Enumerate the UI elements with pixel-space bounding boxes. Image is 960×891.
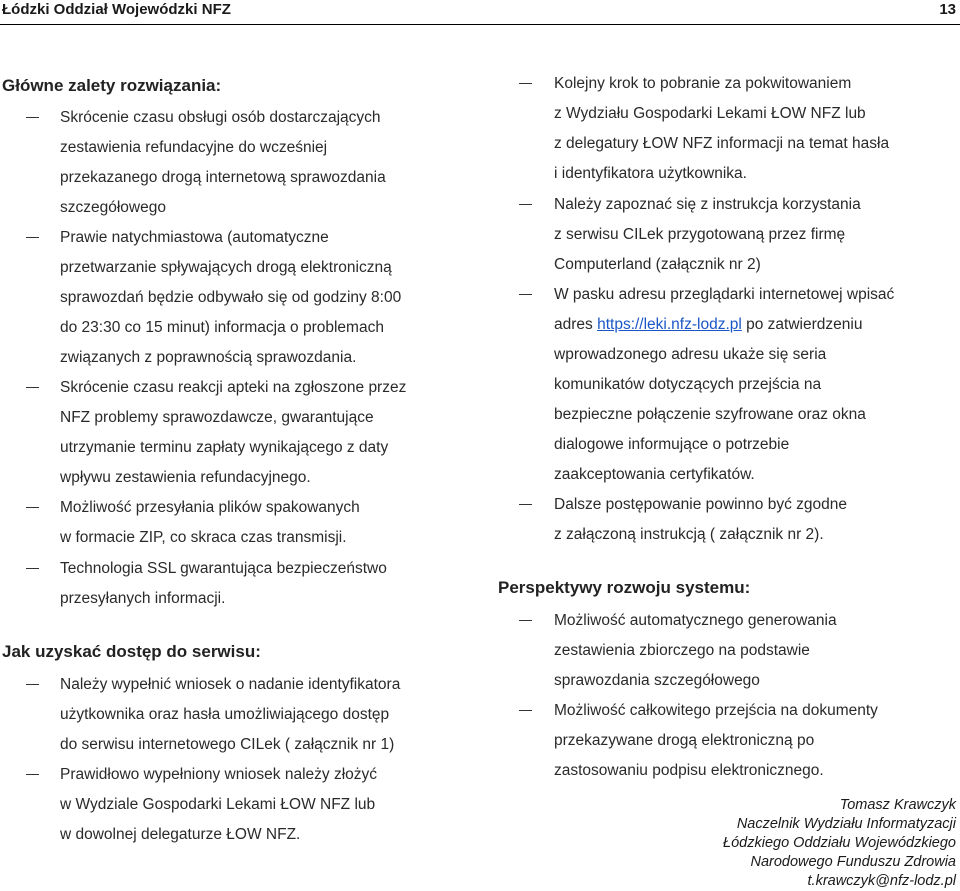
signature-org-2: Narodowego Funduszu Zdrowia <box>750 854 956 870</box>
dash-bullet <box>519 710 532 711</box>
dash-bullet <box>26 507 39 508</box>
advantage-item-3: Skrócenie czasu reakcji apteki na zgłoszone przez NFZ problemy sprawozdawcze, gwarantujące utrzymanie terminu zapłaty wynikającego z daty wpływu zestawienia refundacyjnego. <box>60 373 406 493</box>
perspective-item-2: Możliwość całkowitego przejścia na dokumenty przekazywane drogą elektroniczną po zastosowaniu podpisu elektronicznego. <box>554 696 878 786</box>
step-item-4: Dalsze postępowanie powinno być zgodne z załączoną instrukcją ( załącznik nr 2). <box>554 490 847 550</box>
dash-bullet <box>519 620 532 621</box>
step-item-2: Należy zapoznać się z instrukcja korzystania z serwisu CILek przygotowaną przez firmę Computerland (załącznik nr 2) <box>554 190 861 280</box>
header-title: Łódzki Oddział Wojewódzki NFZ <box>2 1 231 18</box>
advantage-item-2: Prawie natychmiastowa (automatyczne przetwarzanie spływających drogą elektroniczną sprawozdań będzie odbywało się od godziny 8:00 do 23:30 co 15 minut) informacja o problemach związanych z poprawnością sprawozdania. <box>60 223 401 373</box>
advantage-item-4: Możliwość przesyłania plików spakowanych w formacie ZIP, co skraca czas transmisji. <box>60 493 360 553</box>
dash-bullet <box>26 237 39 238</box>
advantage-item-1: Skrócenie czasu obsługi osób dostarczających zestawienia refundacyjne do wcześniej przekazanego drogą internetową sprawozdania szczegółowego <box>60 103 386 223</box>
dash-bullet <box>26 774 39 775</box>
perspective-item-1: Możliwość automatycznego generowania zestawienia zbiorczego na podstawie sprawozdania szczegółowego <box>554 606 837 696</box>
access-heading: Jak uzyskać dostęp do serwisu: <box>2 642 261 661</box>
signature-position: Naczelnik Wydziału Informatyzacji <box>736 816 956 832</box>
access-item-1: Należy wypełnić wniosek o nadanie identyfikatora użytkownika oraz hasła umożliwiającego dostęp do serwisu internetowego CILek ( załącznik nr 1) <box>60 670 400 760</box>
dash-bullet <box>26 387 39 388</box>
dash-bullet <box>519 504 532 505</box>
signature-email[interactable]: t.krawczyk@nfz-lodz.pl <box>807 873 956 889</box>
dash-bullet <box>519 294 532 295</box>
step-item-3: W pasku adresu przeglądarki internetowej wpisać adres https://leki.nfz-lodz.pl po zatwierdzeniu wprowadzonego adresu ukaże się seria komunikatów dotyczących przejścia na bezpieczne połączenie szyfrowane oraz okna dialogowe informujące o potrzebie zaakceptowania certyfikatów. <box>554 280 894 490</box>
leki-url-link[interactable]: https://leki.nfz-lodz.pl <box>597 316 742 333</box>
dash-bullet <box>26 684 39 685</box>
access-item-2: Prawidłowo wypełniony wniosek należy złożyć w Wydziale Gospodarki Lekami ŁOW NFZ lub w dowolnej delegaturze ŁOW NFZ. <box>60 760 377 850</box>
page-number: 13 <box>939 1 956 18</box>
dash-bullet <box>519 204 532 205</box>
dash-bullet <box>519 83 532 84</box>
dash-bullet <box>26 568 39 569</box>
dash-bullet <box>26 117 39 118</box>
signature-block <box>723 796 956 891</box>
advantage-item-5: Technologia SSL gwarantująca bezpieczeństwo przesyłanych informacji. <box>60 554 387 614</box>
perspectives-heading: Perspektywy rozwoju systemu: <box>498 578 751 597</box>
header-divider <box>0 24 960 25</box>
step-item-1: Kolejny krok to pobranie za pokwitowaniem z Wydziału Gospodarki Lekami ŁOW NFZ lub z delegatury ŁOW NFZ informacji na temat hasła i identyfikatora użytkownika. <box>554 69 889 189</box>
advantages-heading: Główne zalety rozwiązania: <box>2 76 222 95</box>
signature-org-1: Łódzkiego Oddziału Wojewódzkiego <box>723 835 956 851</box>
signature-name: Tomasz Krawczyk <box>839 797 956 813</box>
address-line: adres https://leki.nfz-lodz.pl po zatwierdzeniu <box>554 316 863 333</box>
page-header <box>0 0 960 22</box>
